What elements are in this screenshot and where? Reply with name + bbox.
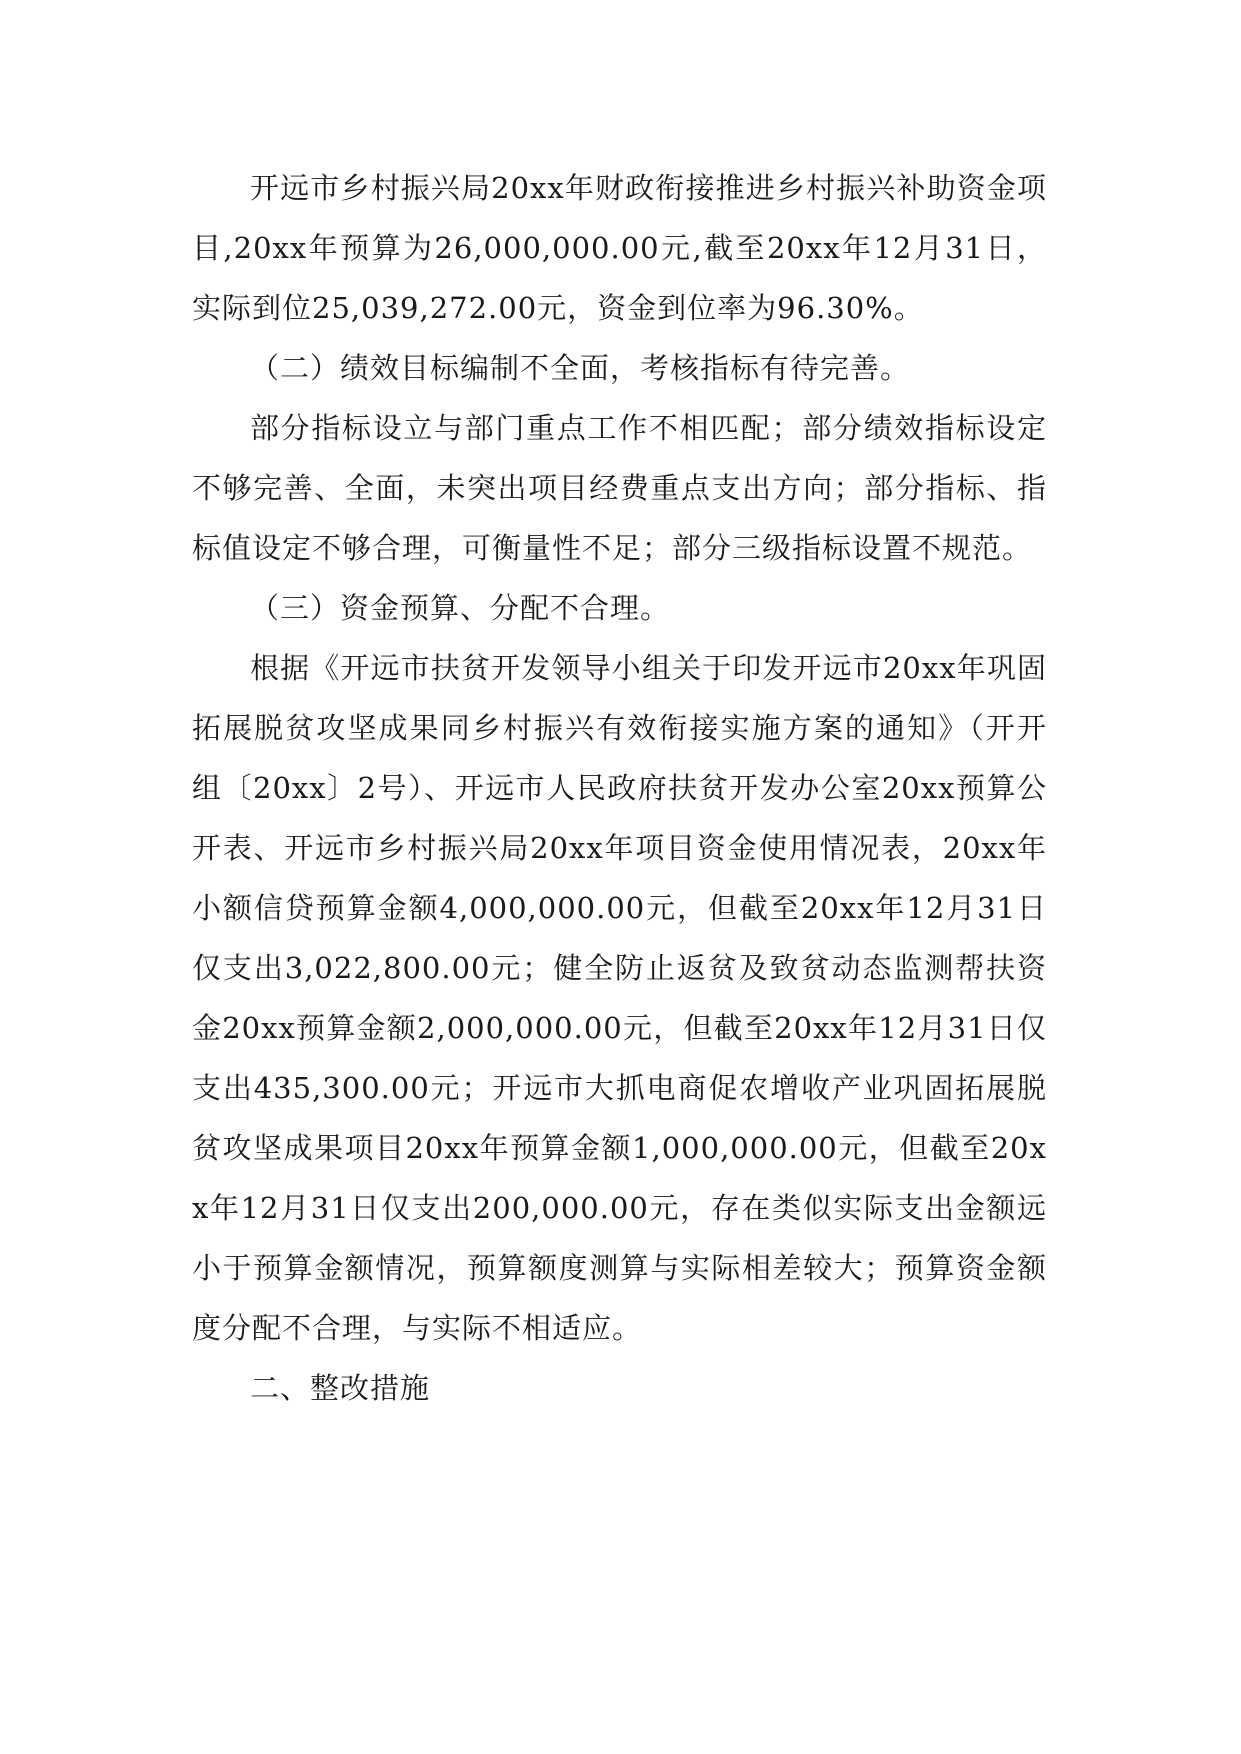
paragraph-budget-details: 根据《开远市扶贫开发领导小组关于印发开远市20xx年巩固拓展脱贫攻坚成果同乡村振兴有效衔接实施方案的通知》（开开组〔20xx〕2号）、开远市人民政府扶贫开发办公室20xx预算公开表、开远市乡村振兴局20xx年项目资金使用情况表，20xx年小额信贷预算金额4,000,000.00元，但截至20xx年12月31日仅支出3,022,800.00元；健全防止返贫及致贫动态监测帮扶资金20xx预算金额2,000,000.00元，但截至20xx年12月31日仅支出435,300.00元；开远市大抓电商促农增收产业巩固拓展脱贫攻坚成果项目20xx年预算金额1,000,000.00元，但截至20xx年12月31日仅支出200,000.00元，存在类似实际支出金额远小于预算金额情况，预算额度测算与实际相差较大；预算资金额度分配不合理，与实际不相适应。 bbox=[192, 651, 1047, 1345]
document-body bbox=[192, 158, 1047, 1418]
paragraph-funding-arrival: 开远市乡村振兴局20xx年财政衔接推进乡村振兴补助资金项目,20xx年预算为26,000,000.00元,截至20xx年12月31日，实际到位25,039,272.00元，资金到位率为96.30%。 bbox=[192, 171, 1047, 325]
subheading-performance-goals: （二）绩效目标编制不全面，考核指标有待完善。 bbox=[250, 351, 911, 385]
subheading-budget-allocation: （三）资金预算、分配不合理。 bbox=[250, 591, 671, 625]
section-heading-rectification: 二、整改措施 bbox=[250, 1371, 431, 1405]
paragraph-indicator-issues: 部分指标设立与部门重点工作不相匹配；部分绩效指标设定不够完善、全面，未突出项目经费重点支出方向；部分指标、指标值设定不够合理，可衡量性不足；部分三级指标设置不规范。 bbox=[192, 411, 1047, 565]
